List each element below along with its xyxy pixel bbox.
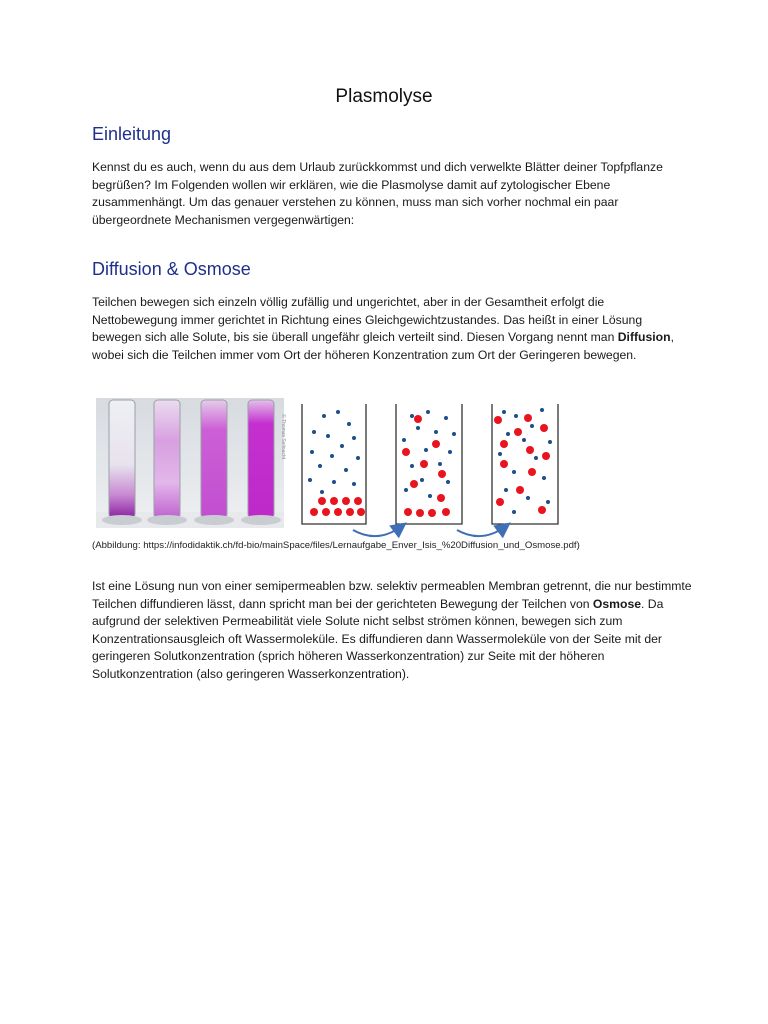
heading-einleitung: Einleitung bbox=[92, 124, 172, 144]
beaker-2 bbox=[396, 404, 462, 524]
beaker-1 bbox=[302, 404, 366, 524]
diffusion-figure-svg bbox=[96, 394, 576, 544]
paragraph-einleitung: Kennst du es auch, wenn du aus dem Urlaub zurückkommst und dich verwelkte Blätter deiner Topfpflanze begrüßen? Im Folgenden wollen wir erklären, wie die Plasmolyse damit auf zytologischer Ebene zusammenhängt. Um das genauer verstehen zu können, muss man sich vorher nochmal ein paar übergeordnete Mechanismen vergegenwärtigen: bbox=[92, 160, 663, 227]
paragraph-diffusion-text-2: , wobei sich die Teilchen immer vom Ort der höheren Konzentration zum Ort der Geringeren bewegen. bbox=[92, 330, 674, 362]
figure-caption: (Abbildung: https://infodidaktik.ch/fd-bio/mainSpace/files/Lernaufgabe_Enver_Isis_%20Diffusion_und_Osmose.pdf) bbox=[92, 540, 580, 551]
term-diffusion: Diffusion bbox=[617, 330, 671, 345]
page-title: Plasmolyse bbox=[335, 86, 433, 107]
photo-watermark: © Thomas Seilnacht bbox=[280, 414, 286, 460]
beaker-3 bbox=[492, 404, 558, 524]
paragraph-diffusion-text-1: Teilchen bewegen sich einzeln völlig zufällig und ungerichtet, aber in der Gesamtheit erfolgt die Nettobewegung immer gerichtet in Richtung eines Gleichgewichtzustandes. Das heißt in einer Lösung bewegen sich alle Solute, bis sie überall ungefähr gleich verteilt sind. Diesen Vorgang nennt man bbox=[92, 295, 643, 345]
arrow-2 bbox=[457, 526, 506, 536]
paragraph-osmose-text-1: Ist eine Lösung nun von einer semipermeablen bzw. selektiv permeablen Membran getrennt, die nur bestimmte Teilchen diffundieren lässt, dann spricht man bei der gerichteten Bewegung der Teilchen von bbox=[92, 579, 692, 611]
diffusion-figure bbox=[96, 394, 576, 544]
heading-diffusion-osmose: Diffusion & Osmose bbox=[92, 259, 251, 279]
test-tube-photo bbox=[96, 398, 287, 528]
paragraph-osmose-text-2: . Da aufgrund der selektiven Permeabilität viele Solute nicht selbst strömen können, bewegen sich zum Konzentrationsausgleich oft Wassermoleküle. Es diffundieren dann Wassermoleküle von der Seite mit der geringeren Solutkonzentration (sprich höheren Wasserkonzentration) zur Seite mit der höheren Solutkonzentration (also geringeren Wasserkonzentration). bbox=[92, 596, 664, 681]
paragraph-osmose bbox=[92, 578, 692, 684]
arrow-1 bbox=[353, 526, 402, 536]
paragraph-diffusion bbox=[92, 294, 692, 364]
term-osmose: Osmose bbox=[592, 596, 642, 611]
